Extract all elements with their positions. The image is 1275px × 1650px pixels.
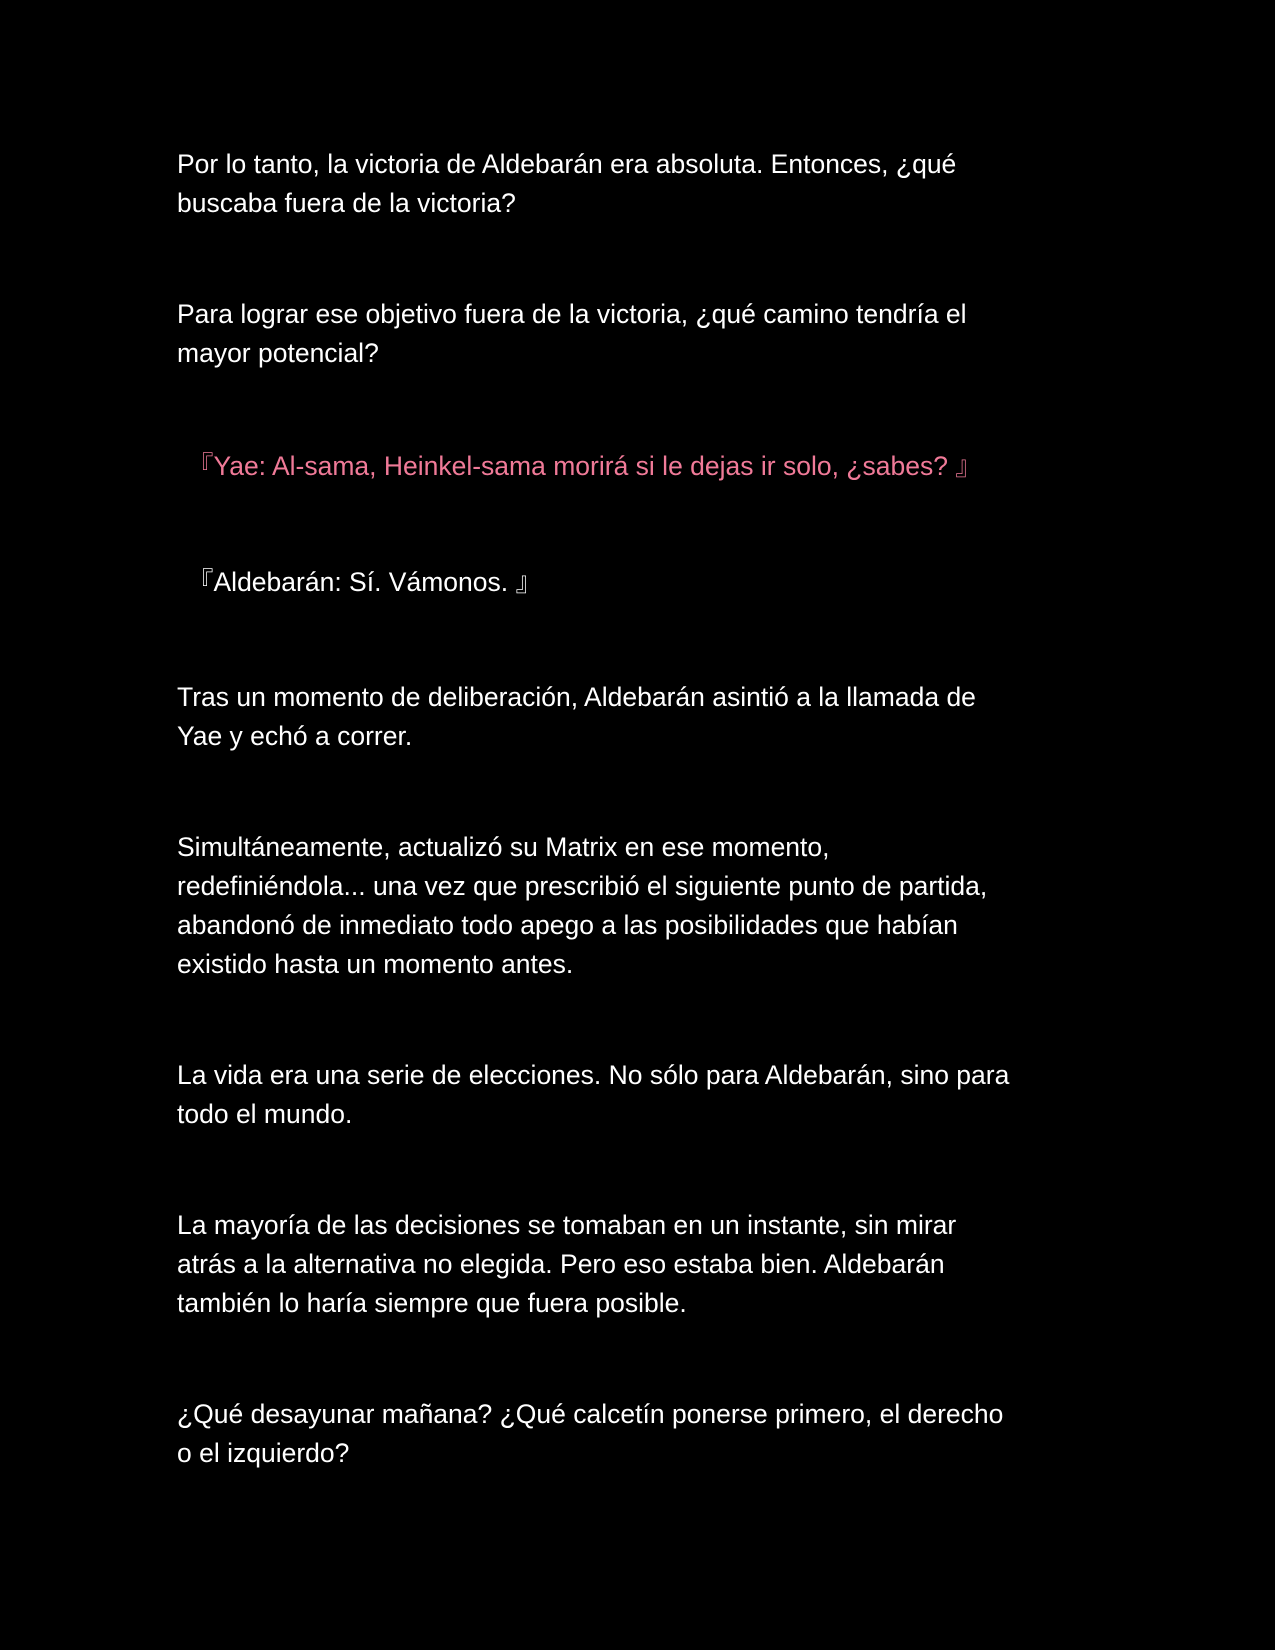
paragraph-line: La vida era una serie de elecciones. No sólo para Aldebarán, sino para: [177, 1060, 1010, 1090]
paragraph-line: La mayoría de las decisiones se tomaban en un instante, sin mirar: [177, 1210, 957, 1240]
paragraph-line: redefiniéndola... una vez que prescribió el siguiente punto de partida,: [177, 871, 988, 901]
paragraph-6: [177, 828, 1107, 984]
paragraph-line: buscaba fuera de la victoria?: [177, 188, 516, 218]
paragraph-5: [177, 678, 1107, 756]
dialogue-aldebaran: [187, 563, 1107, 602]
paragraph-line: o el izquierdo?: [177, 1438, 350, 1468]
dialogue-yae: [187, 447, 1107, 486]
paragraph-line: también lo haría siempre que fuera posible.: [177, 1288, 687, 1318]
paragraph-line: existido hasta un momento antes.: [177, 949, 574, 979]
paragraph-line: atrás a la alternativa no elegida. Pero eso estaba bien. Aldebarán: [177, 1249, 945, 1279]
paragraph-line: Yae y echó a correr.: [177, 721, 413, 751]
paragraph-9: [177, 1395, 1107, 1473]
paragraph-line: Tras un momento de deliberación, Aldebarán asintió a la llamada de: [177, 682, 976, 712]
dialogue-line: 『Aldebarán: Sí. Vámonos. 』: [187, 567, 542, 597]
paragraph-line: mayor potencial?: [177, 338, 379, 368]
paragraph-line: Simultáneamente, actualizó su Matrix en ese momento,: [177, 832, 830, 862]
paragraph-7: [177, 1056, 1107, 1134]
dialogue-line: 『Yae: Al-sama, Heinkel-sama morirá si le dejas ir solo, ¿sabes? 』: [187, 451, 982, 481]
paragraph-line: Para lograr ese objetivo fuera de la victoria, ¿qué camino tendría el: [177, 299, 967, 329]
paragraph-2: [177, 295, 1107, 373]
paragraph-8: [177, 1206, 1107, 1323]
paragraph-line: abandonó de inmediato todo apego a las posibilidades que habían: [177, 910, 958, 940]
paragraph-line: todo el mundo.: [177, 1099, 353, 1129]
paragraph-1: [177, 145, 1107, 223]
paragraph-line: ¿Qué desayunar mañana? ¿Qué calcetín ponerse primero, el derecho: [177, 1399, 1004, 1429]
paragraph-line: Por lo tanto, la victoria de Aldebarán era absoluta. Entonces, ¿qué: [177, 149, 957, 179]
